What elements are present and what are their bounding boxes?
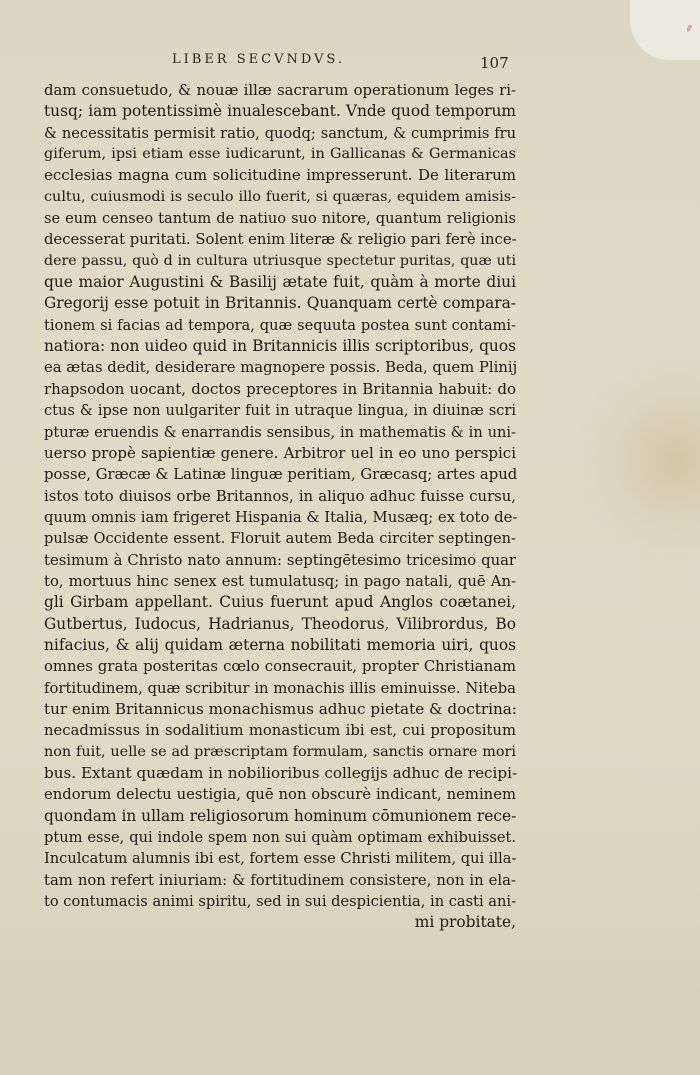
- text-line: fortitudinem, quæ scribitur in monachis illis eminuisse. Niteba: [44, 679, 516, 697]
- text-line: istos toto diuisos orbe Britannos, in aliquo adhuc fuisse cursu,: [44, 487, 516, 505]
- text-line: & necessitatis permisit ratio, quodq; sanctum, & cumprimis fru: [44, 124, 516, 142]
- text-line: se eum censeo tantum de natiuo suo nitore, quantum religionis: [44, 210, 516, 228]
- text-line: ea ætas dedit, desiderare magnopere possis. Beda, quem Plinij: [44, 359, 518, 377]
- text-line: pturæ eruendis & enarrandis sensibus, in mathematis & in uni-: [44, 423, 516, 441]
- water-stain: [580, 360, 700, 560]
- text-line: giferum, ipsi etiam esse iudicarunt, in Gallicanas & Germanicas: [44, 146, 516, 163]
- text-line: dere passu, quò d in cultura utriusque spectetur puritas, quæ uti: [44, 252, 516, 269]
- text-line: que maior Augustini & Basilij ætate fuit, quàm à morte diui: [44, 273, 516, 292]
- text-line: necadmissus in sodalitium monasticum ibi est, cui propositum: [44, 722, 516, 740]
- text-line: to, mortuus hinc senex est tumulatusq; in pago natali, quē An-: [44, 572, 516, 590]
- running-head: LIBER SECVNDVS.: [172, 52, 345, 67]
- library-stamp-mark: ✎: [682, 23, 695, 35]
- text-line: non fuit, uelle se ad præscriptam formulam, sanctis ornare mori: [44, 743, 516, 760]
- text-line: endorum delectu uestigia, quē non obscurè indicant, neminem: [44, 786, 516, 804]
- text-line: gli Girbam appellant. Cuius fuerunt apud Anglos coætanei,: [44, 593, 516, 612]
- text-line: ecclesias magna cum solicitudine impresserunt. De literarum: [44, 166, 516, 185]
- page-number: 107: [480, 54, 509, 72]
- text-line: to contumacis animi spiritu, sed in sui despicientia, in casti ani-: [44, 893, 516, 911]
- text-line: natiora: non uideo quid in Britannicis illis scriptoribus, quos: [44, 337, 516, 356]
- text-line: posse, Græcæ & Latinæ linguæ peritiam, Græcasq; artes apud: [44, 466, 518, 484]
- text-line: uerso propè sapientiæ genere. Arbitror uel in eo uno perspici: [44, 443, 516, 462]
- text-line: ptum esse, qui indole spem non sui quàm optimam exhibuisset.: [44, 829, 516, 847]
- text-line: quum omnis iam frigeret Hispania & Italia, Musæq; ex toto de-: [44, 508, 518, 526]
- text-line: rhapsodon uocant, doctos preceptores in Britannia habuit: do: [44, 379, 516, 398]
- text-line: tionem si facias ad tempora, quæ sequuta postea sunt contami-: [44, 316, 516, 334]
- text-line: tusq; iam potentissimè inualescebant. Vnde quod temporum: [44, 102, 516, 121]
- text-line: bus. Extant quædam in nobilioribus collegijs adhuc de recipi-: [44, 764, 518, 782]
- text-line: nifacius, & alij quidam æterna nobilitati memoria uiri, quos: [44, 635, 516, 654]
- text-line: Gregorij esse potuit in Britannis. Quanquam certè compara-: [44, 294, 516, 313]
- text-line: omnes grata posteritas cœlo consecrauit, propter Christianam: [44, 658, 516, 676]
- text-line: decesserat puritati. Solent enim literæ & religio pari ferè ince-: [44, 231, 517, 249]
- text-line: ctus & ipse non uulgariter fuit in utraque lingua, in diuinæ scri: [44, 402, 516, 420]
- text-line: Gutbertus, Iudocus, Hadrianus, Theodorus, Vilibrordus, Bo: [44, 614, 516, 633]
- text-line: pulsæ Occidente essent. Floruit autem Beda circiter septingen-: [44, 530, 516, 548]
- text-line: quondam in ullam religiosorum hominum cōmunionem rece-: [44, 806, 517, 825]
- text-line: mi probitate,: [414, 913, 516, 932]
- text-line: cultu, cuiusmodi is seculo illo fuerit, si quæras, equidem amisis-: [44, 188, 516, 205]
- text-line: Inculcatum alumnis ibi est, fortem esse Christi militem, qui illa-: [44, 850, 517, 868]
- body-text: [44, 80, 516, 934]
- text-line: dam consuetudo, & nouæ illæ sacrarum operationum leges ri-: [44, 82, 516, 99]
- text-line: tesimum à Christo nato annum: septingētesimo tricesimo quar: [44, 551, 516, 569]
- text-line: tur enim Britannicus monachismus adhuc pietate & doctrina:: [44, 699, 517, 718]
- text-line: tam non refert iniuriam: & fortitudinem consistere, non in ela-: [44, 871, 516, 889]
